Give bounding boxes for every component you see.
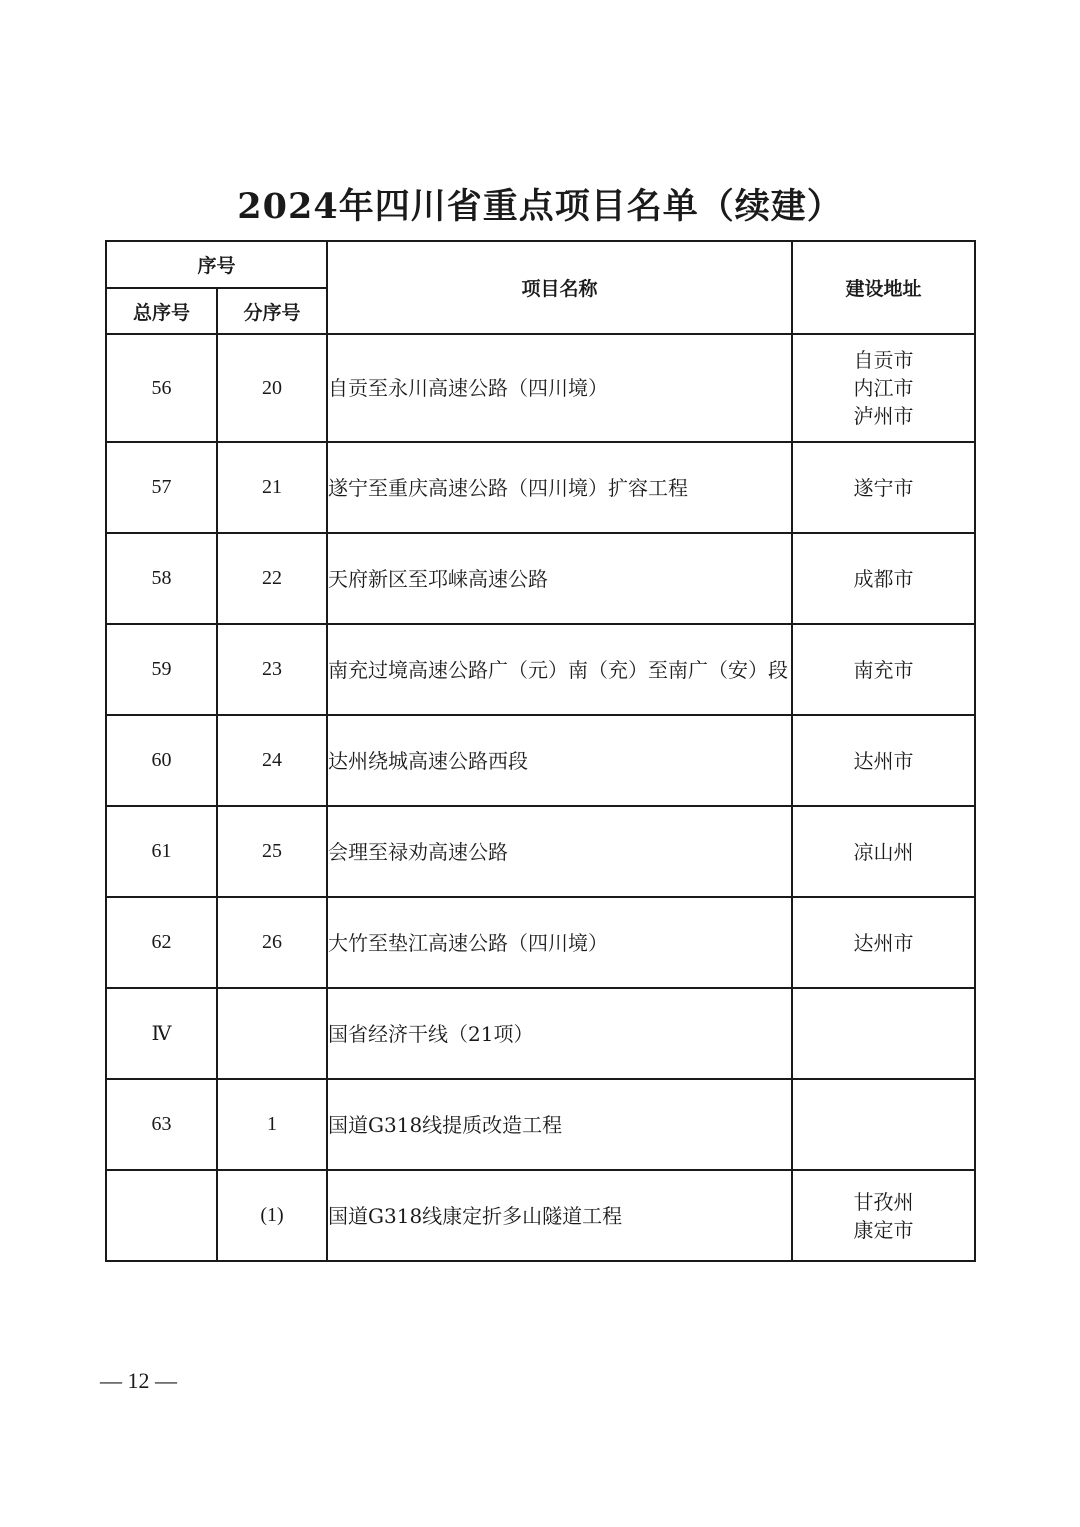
address-cell: [792, 624, 975, 715]
total-seq-cell: 61: [106, 806, 217, 897]
project-name-cell: 遂宁至重庆高速公路（四川境）扩容工程: [327, 442, 792, 533]
sub-seq-cell: 1: [217, 1079, 327, 1170]
address-line: 达州市: [853, 748, 914, 773]
address-cell: [792, 1079, 975, 1170]
project-name-cell: 天府新区至邛崃高速公路: [327, 533, 792, 624]
header-row-1: [106, 241, 975, 288]
table-row: [106, 624, 975, 715]
sub-seq-cell: 25: [217, 806, 327, 897]
sub-seq-cell: 24: [217, 715, 327, 806]
address-line: 自贡市: [853, 348, 914, 372]
table-row-section: [106, 988, 975, 1079]
table-row: [106, 1079, 975, 1170]
table-row: [106, 1170, 975, 1261]
total-seq-cell: 56: [106, 334, 217, 442]
header-total-seq: 总序号: [106, 288, 217, 334]
project-name-cell: 达州绕城高速公路西段: [327, 715, 792, 806]
address-line: 成都市: [853, 566, 914, 591]
address-line: 达州市: [853, 930, 914, 955]
project-name-cell: 国省经济干线（21项）: [327, 988, 792, 1079]
header-project-name: 项目名称: [327, 241, 792, 334]
sub-seq-cell: [217, 988, 327, 1079]
sub-seq-cell: 21: [217, 442, 327, 533]
sub-seq-cell: (1): [217, 1170, 327, 1261]
total-seq-cell: 60: [106, 715, 217, 806]
project-name-cell: 自贡至永川高速公路（四川境）: [327, 334, 792, 442]
address-cell: [792, 1170, 975, 1261]
table-row: [106, 897, 975, 988]
sub-seq-cell: 26: [217, 897, 327, 988]
address-cell: [792, 334, 975, 442]
total-seq-cell: 63: [106, 1079, 217, 1170]
address-cell: [792, 715, 975, 806]
address-line: 康定市: [853, 1217, 914, 1242]
total-seq-cell: 58: [106, 533, 217, 624]
address-line: 内江市: [853, 376, 914, 400]
total-seq-cell: 59: [106, 624, 217, 715]
total-seq-cell: 57: [106, 442, 217, 533]
address-line: 泸州市: [853, 404, 914, 428]
address-cell: [792, 442, 975, 533]
total-seq-cell: 62: [106, 897, 217, 988]
address-line: 南充市: [853, 657, 914, 682]
table-row: [106, 442, 975, 533]
total-seq-cell: [106, 1170, 217, 1261]
address-line: 甘孜州: [853, 1189, 914, 1214]
table-row: [106, 533, 975, 624]
project-name-cell: 大竹至垫江高速公路（四川境）: [327, 897, 792, 988]
project-name-cell: 国道G318线康定折多山隧道工程: [327, 1170, 792, 1261]
header-address: 建设地址: [792, 241, 975, 334]
table-row: [106, 806, 975, 897]
project-table: [105, 240, 976, 1262]
address-line: 凉山州: [853, 839, 914, 864]
table-row: [106, 334, 975, 442]
address-line: 遂宁市: [853, 475, 914, 500]
project-name-cell: 南充过境高速公路广（元）南（充）至南广（安）段: [327, 624, 792, 715]
address-cell: [792, 533, 975, 624]
table-row: [106, 715, 975, 806]
project-name-cell: 会理至禄劝高速公路: [327, 806, 792, 897]
address-cell: [792, 806, 975, 897]
address-cell: [792, 988, 975, 1079]
page-number: — 12 —: [100, 1368, 177, 1393]
address-cell: [792, 897, 975, 988]
sub-seq-cell: 23: [217, 624, 327, 715]
total-seq-cell: Ⅳ: [106, 988, 217, 1079]
header-seq-group: 序号: [106, 241, 327, 288]
sub-seq-cell: 22: [217, 533, 327, 624]
sub-seq-cell: 20: [217, 334, 327, 442]
project-name-cell: 国道G318线提质改造工程: [327, 1079, 792, 1170]
page-title: 2024年四川省重点项目名单（续建）: [237, 186, 843, 227]
header-sub-seq: 分序号: [217, 288, 327, 334]
